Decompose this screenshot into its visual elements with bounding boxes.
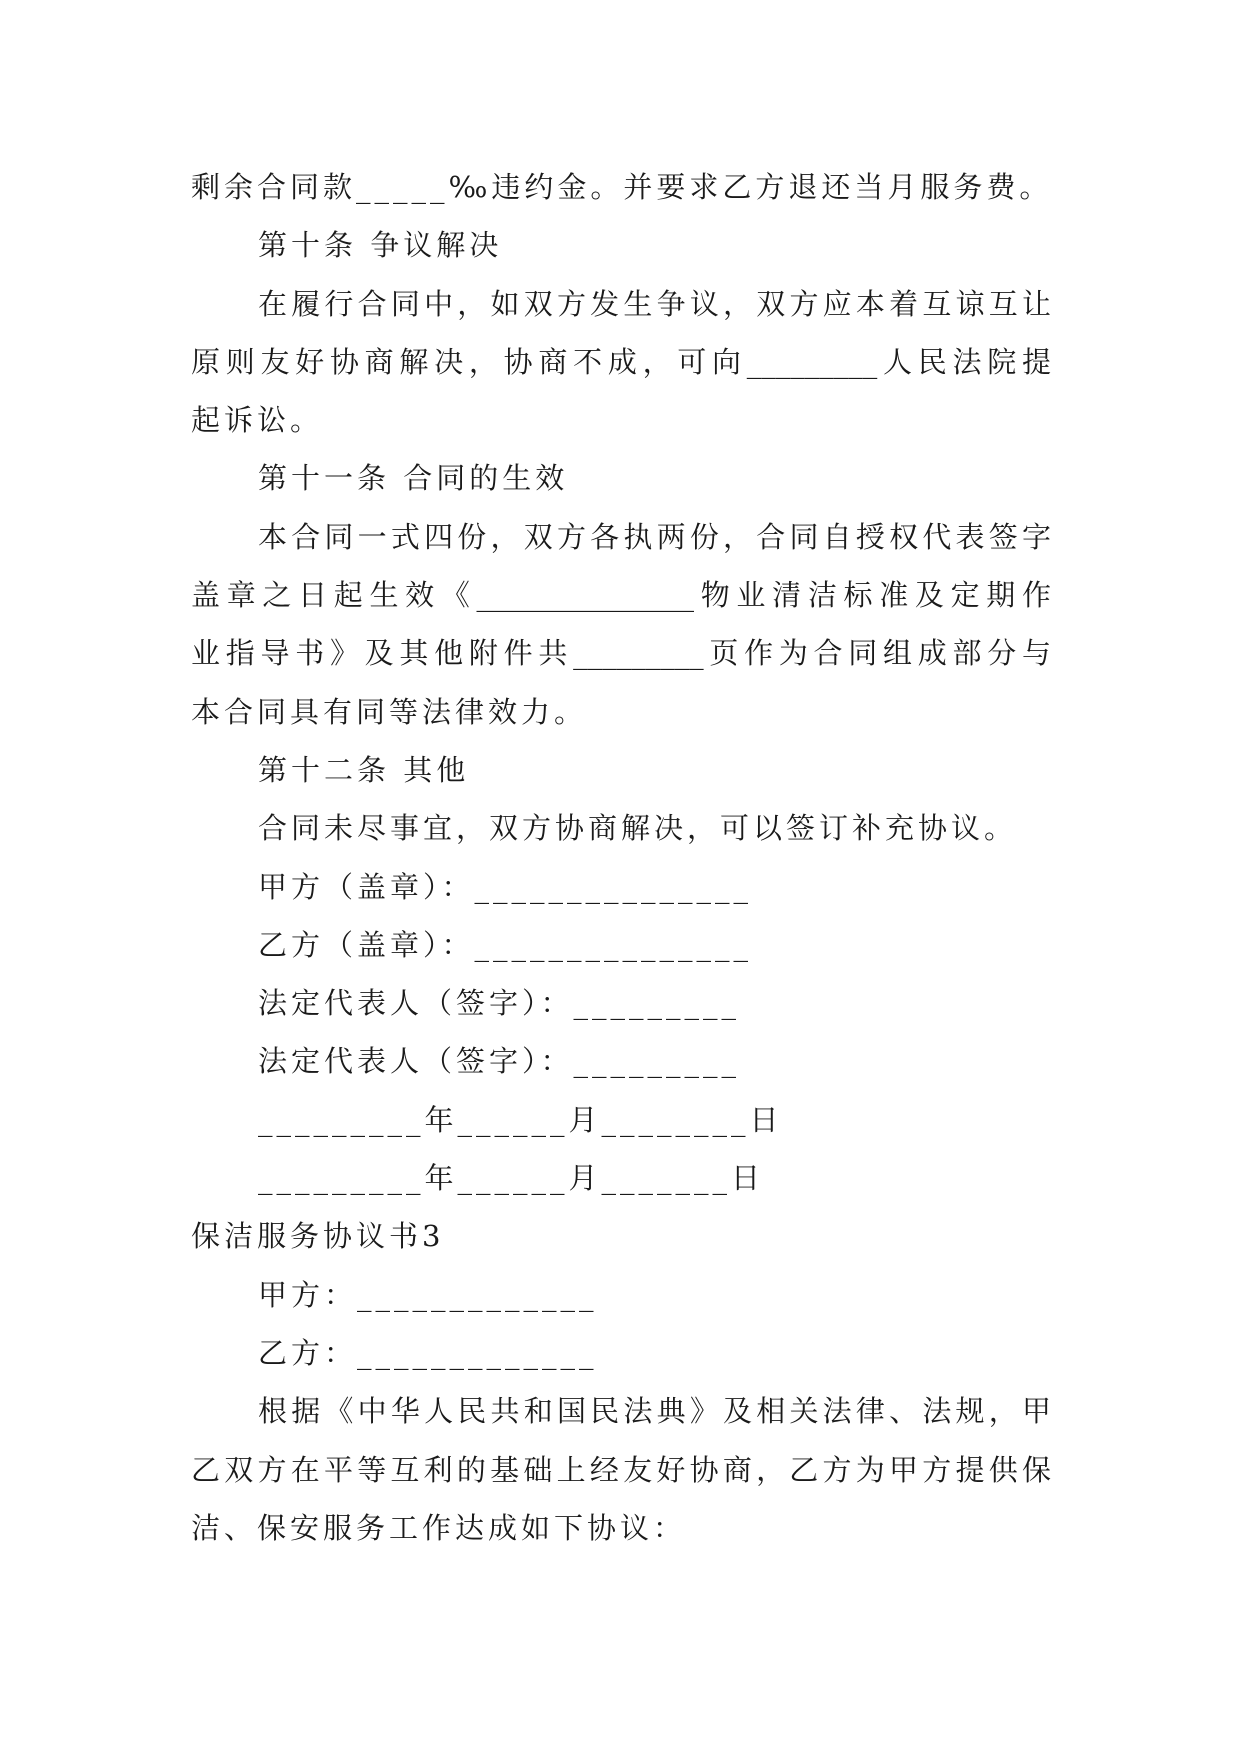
text-line: 原则友好协商解决，协商不成，可向_________人民法院提 xyxy=(191,344,1051,379)
document-title: 保洁服务协议书3 xyxy=(191,1219,445,1254)
text-line: 本合同一式四份，双方各执两份，合同自授权代表签字 xyxy=(258,519,1051,554)
document-body xyxy=(191,158,1051,1557)
text-line: 本合同具有同等法律效力。 xyxy=(191,694,588,729)
section-heading-article-12: 第十二条 其他 xyxy=(258,752,470,787)
text-line: 盖章之日起生效《_______________物业清洁标准及定期作 xyxy=(191,578,1051,613)
section-heading-article-10: 第十条 争议解决 xyxy=(258,228,503,263)
text-line: 起诉讼。 xyxy=(191,403,324,438)
signature-legal-rep-b: 法定代表人（签字）：_________ xyxy=(258,1044,741,1079)
section-heading-article-11: 第十一条 合同的生效 xyxy=(258,461,569,496)
text-line: 合同未尽事宜，双方协商解决，可以签订补充协议。 xyxy=(258,811,1018,846)
signature-party-b-seal: 乙方（盖章）：_______________ xyxy=(258,927,753,962)
party-a-line: 甲方：_____________ xyxy=(258,1277,598,1312)
party-b-line: 乙方：_____________ xyxy=(258,1335,598,1370)
text-line: 剩余合同款_____‰违约金。并要求乙方退还当月服务费。 xyxy=(191,170,1053,204)
date-line-b: _________年______月_______日 xyxy=(258,1161,765,1196)
signature-legal-rep-a: 法定代表人（签字）：_________ xyxy=(258,986,741,1021)
date-line-a: _________年______月________日 xyxy=(258,1102,783,1137)
text-line: 根据《中华人民共和国民法典》及相关法律、法规，甲 xyxy=(258,1394,1051,1429)
text-line: 洁、保安服务工作达成如下协议： xyxy=(191,1510,687,1545)
text-line: 乙双方在平等互利的基础上经友好协商，乙方为甲方提供保 xyxy=(191,1452,1051,1487)
signature-party-a-seal: 甲方（盖章）：_______________ xyxy=(258,869,753,904)
text-line: 业指导书》及其他附件共_________页作为合同组成部分与 xyxy=(191,636,1051,671)
text-line: 在履行合同中，如双方发生争议，双方应本着互谅互让 xyxy=(258,286,1051,321)
